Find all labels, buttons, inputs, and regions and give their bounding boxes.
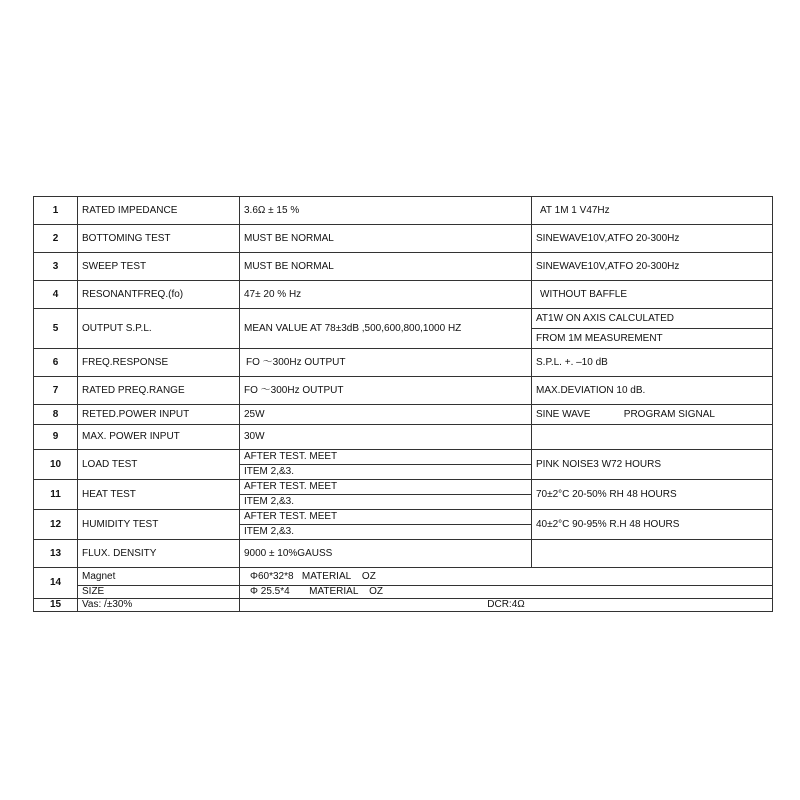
item-label: Vas: /±30%	[78, 599, 240, 612]
row-number: 7	[34, 377, 78, 405]
item-value: 25W	[240, 405, 532, 425]
item-label: FLUX. DENSITY	[78, 540, 240, 568]
item-note: MAX.DEVIATION 10 dB.	[532, 377, 773, 405]
item-value: Φ 25.5*4 MATERIAL OZ	[240, 586, 773, 599]
row-number: 1	[34, 197, 78, 225]
item-value: MEAN VALUE AT 78±3dB ,500,600,800,1000 HZ	[240, 309, 532, 349]
table-row	[34, 568, 773, 586]
item-note: FROM 1M MEASUREMENT	[532, 329, 773, 349]
item-label: HEAT TEST	[78, 480, 240, 510]
item-note	[532, 425, 773, 450]
table-row	[34, 349, 773, 377]
item-note: WITHOUT BAFFLE	[532, 281, 773, 309]
item-value: 3.6Ω ± 15 %	[240, 197, 532, 225]
item-note: AT 1M 1 V47Hz	[532, 197, 773, 225]
row-number: 11	[34, 480, 78, 510]
row-number: 10	[34, 450, 78, 480]
item-value: MUST BE NORMAL	[240, 253, 532, 281]
row-number: 15	[34, 599, 78, 612]
item-value: DCR:4Ω	[240, 599, 773, 612]
item-value: AFTER TEST. MEET	[240, 510, 532, 525]
table-row	[34, 510, 773, 525]
item-label: RESONANTFREQ.(fo)	[78, 281, 240, 309]
item-value: ITEM 2,&3.	[240, 525, 532, 540]
table-row	[34, 281, 773, 309]
table-row	[34, 253, 773, 281]
item-note: 70±2°C 20-50% RH 48 HOURS	[532, 480, 773, 510]
item-note: SINE WAVE PROGRAM SIGNAL	[532, 405, 773, 425]
table-row	[34, 540, 773, 568]
row-number: 5	[34, 309, 78, 349]
item-label: SWEEP TEST	[78, 253, 240, 281]
item-value: MUST BE NORMAL	[240, 225, 532, 253]
item-value: ITEM 2,&3.	[240, 465, 532, 480]
row-number: 14	[34, 568, 78, 599]
item-value: FO ～300Hz OUTPUT	[240, 377, 532, 405]
item-note	[532, 540, 773, 568]
table-row	[34, 425, 773, 450]
row-number: 8	[34, 405, 78, 425]
table-row	[34, 377, 773, 405]
specification-table	[33, 196, 773, 612]
item-label: SIZE	[78, 586, 240, 599]
table-row	[34, 309, 773, 329]
item-note: S.P.L. +. –10 dB	[532, 349, 773, 377]
item-value: AFTER TEST. MEET	[240, 480, 532, 495]
table-row	[34, 450, 773, 465]
table-row	[34, 197, 773, 225]
row-number: 2	[34, 225, 78, 253]
table-row	[34, 599, 773, 612]
item-label: MAX. POWER INPUT	[78, 425, 240, 450]
table-row	[34, 225, 773, 253]
item-value: Φ60*32*8 MATERIAL OZ	[240, 568, 773, 586]
item-value: AFTER TEST. MEET	[240, 450, 532, 465]
item-value: ITEM 2,&3.	[240, 495, 532, 510]
item-note: 40±2°C 90-95% R.H 48 HOURS	[532, 510, 773, 540]
row-number: 4	[34, 281, 78, 309]
item-note: AT1W ON AXIS CALCULATED	[532, 309, 773, 329]
table-row	[34, 586, 773, 599]
row-number: 3	[34, 253, 78, 281]
item-label: OUTPUT S.P.L.	[78, 309, 240, 349]
table-row	[34, 480, 773, 495]
item-label: FREQ.RESPONSE	[78, 349, 240, 377]
row-number: 13	[34, 540, 78, 568]
item-label: HUMIDITY TEST	[78, 510, 240, 540]
item-label: BOTTOMING TEST	[78, 225, 240, 253]
item-label: RATED IMPEDANCE	[78, 197, 240, 225]
item-value: 47± 20 % Hz	[240, 281, 532, 309]
item-note: SINEWAVE10V,ATFO 20-300Hz	[532, 225, 773, 253]
item-value: 30W	[240, 425, 532, 450]
item-value: 9000 ± 10%GAUSS	[240, 540, 532, 568]
row-number: 9	[34, 425, 78, 450]
item-note: PINK NOISE3 W72 HOURS	[532, 450, 773, 480]
item-note: SINEWAVE10V,ATFO 20-300Hz	[532, 253, 773, 281]
item-label: RETED.POWER INPUT	[78, 405, 240, 425]
row-number: 6	[34, 349, 78, 377]
item-label: LOAD TEST	[78, 450, 240, 480]
table-row	[34, 405, 773, 425]
row-number: 12	[34, 510, 78, 540]
item-value: FO ～300Hz OUTPUT	[240, 349, 532, 377]
item-label: Magnet	[78, 568, 240, 586]
item-label: RATED PREQ.RANGE	[78, 377, 240, 405]
